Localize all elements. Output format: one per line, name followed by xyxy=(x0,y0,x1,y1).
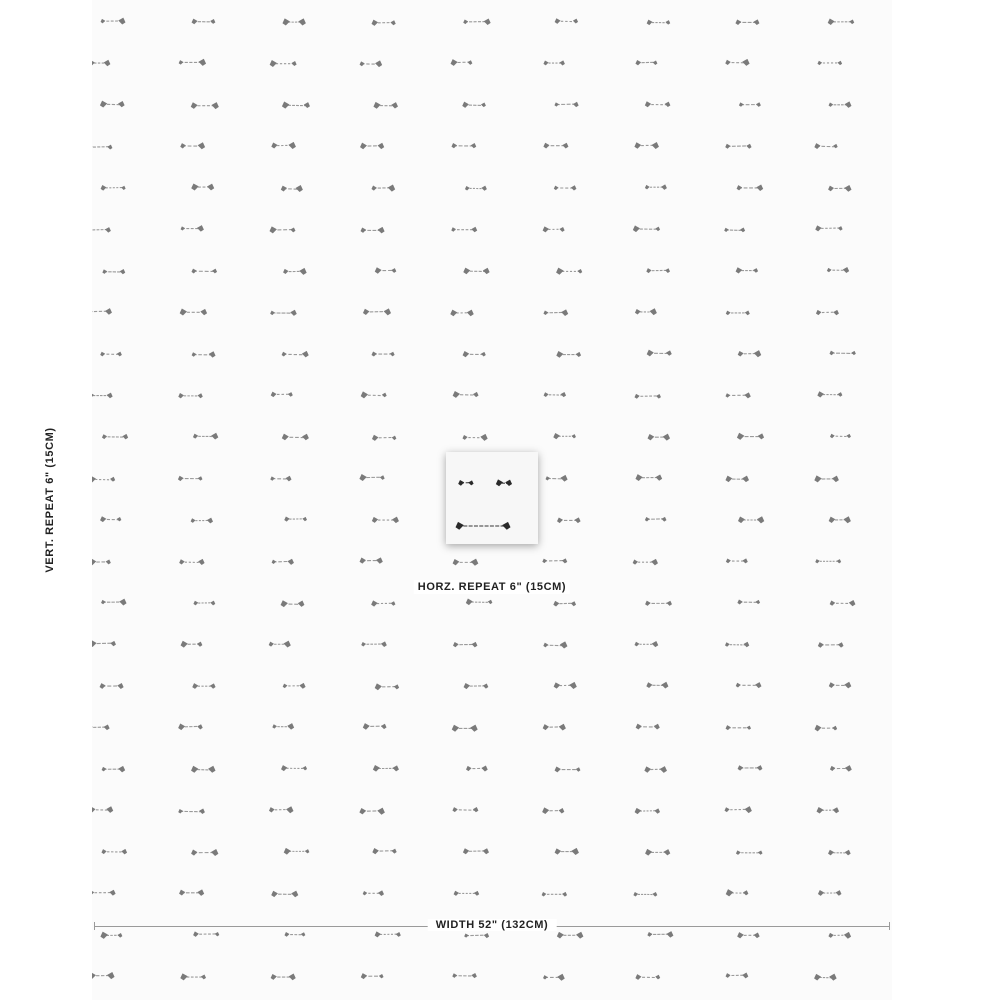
width-rule-left-tick xyxy=(94,922,95,930)
horizontal-repeat-label: HORZ. REPEAT 6" (15CM) xyxy=(414,580,570,594)
repeat-swatch xyxy=(446,452,538,544)
width-rule-right-tick xyxy=(889,922,890,930)
width-label: WIDTH 52" (132CM) xyxy=(428,919,557,931)
vertical-repeat-label: VERT. REPEAT 6" (15CM) xyxy=(44,427,56,573)
repeat-swatch-pattern xyxy=(446,452,538,544)
